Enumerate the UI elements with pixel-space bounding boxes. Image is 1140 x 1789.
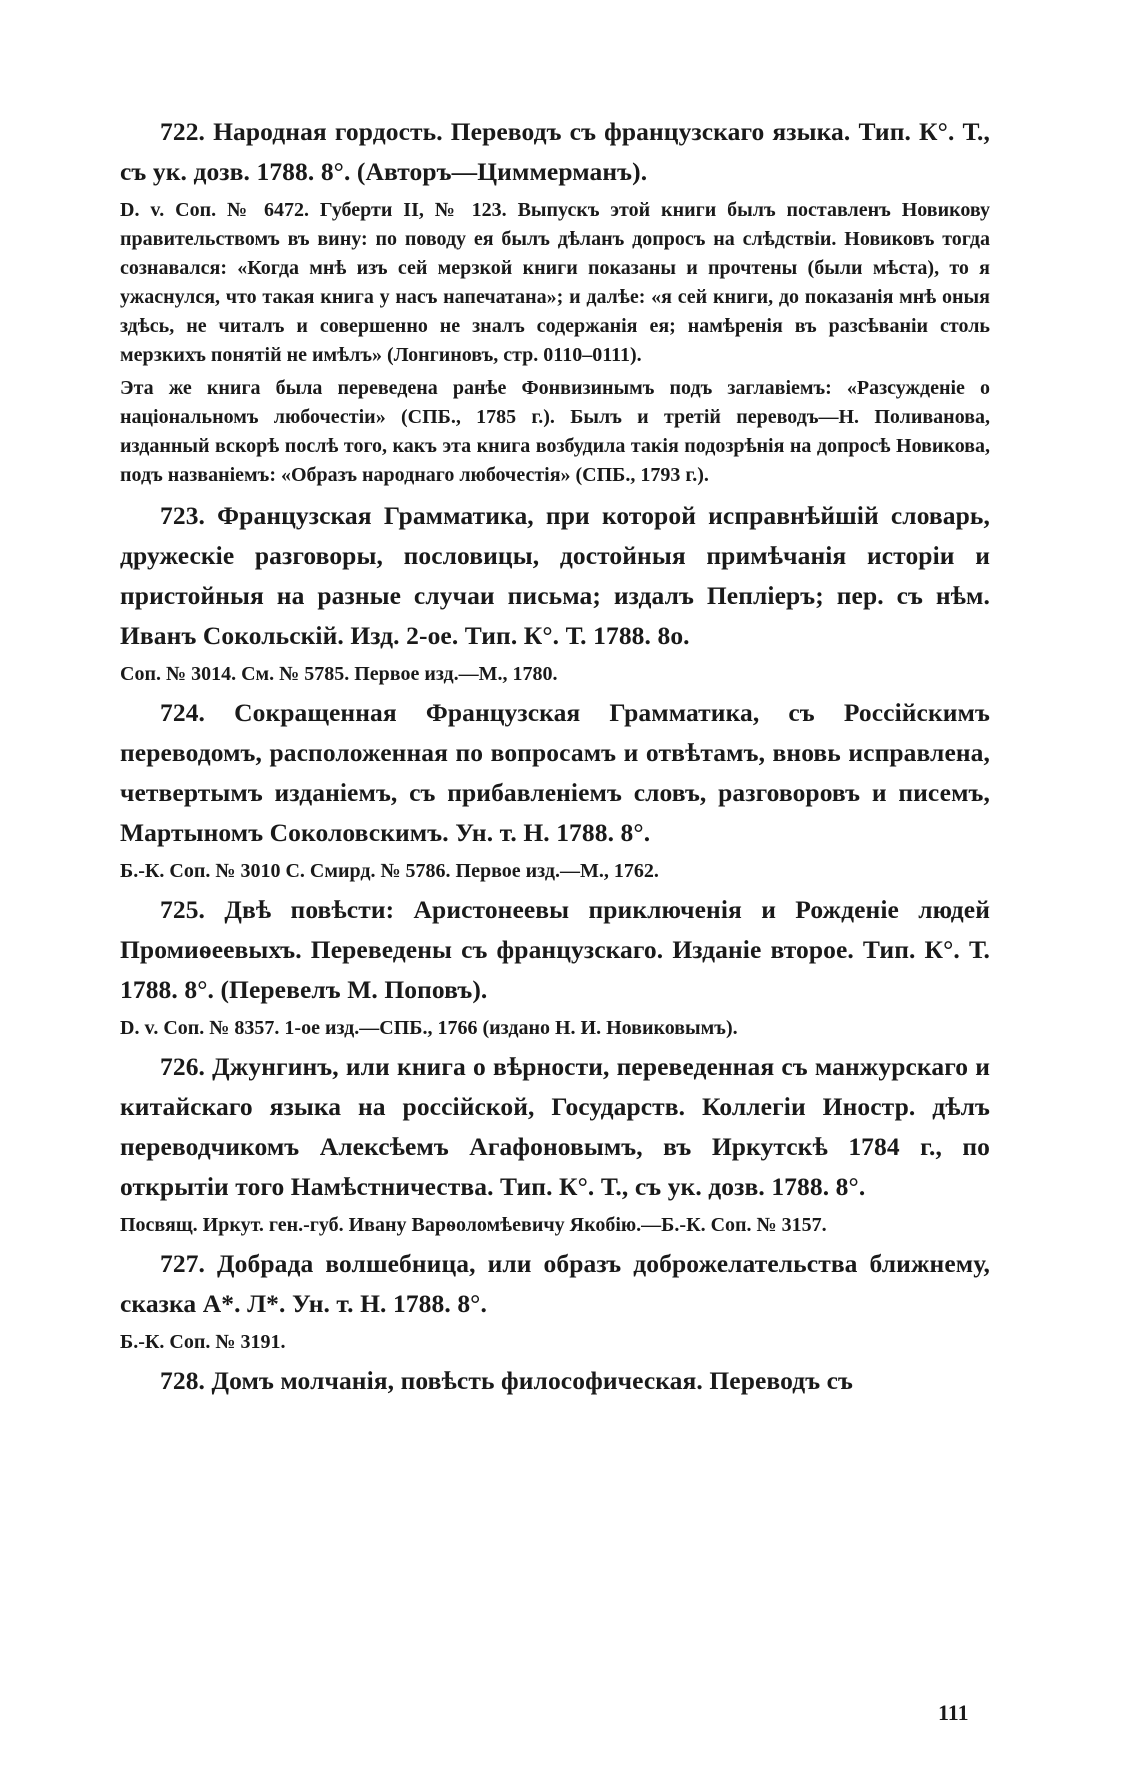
entry-note: Б.-К. Соп. № 3010 С. Смирд. № 5786. Первое изд.—М., 1762. — [120, 860, 659, 882]
entry-note: Б.-К. Соп. № 3191. — [120, 1331, 286, 1353]
entry-note: D. v. Соп. № 6472. Губерти II, № 123. Выпускъ этой книги былъ поставленъ Новикову правительствомъ въ вину: по поводу ея былъ дѣланъ допросъ на слѣдствіи. Новиковъ тогда сознавался: «Когда мнѣ изъ сей мерзкой книги показаны и прочтены (были мѣста), то я ужаснулся, что такая книга у насъ напечатана»; и далѣе: «я сей книги, до показанія мнѣ оныя здѣсь, не читалъ и совершенно не зналъ содержанія ея; намѣренія въ разсѣваніи столь мерзкихъ понятій не имѣлъ» (Лонгиновъ, стр. 0110–0111). — [120, 199, 990, 366]
entry-726 — [120, 1047, 990, 1240]
page-number: 111 — [938, 1700, 969, 1725]
entry-728 — [120, 1361, 990, 1401]
entry-title: 728. Домъ молчанія, повѣсть философическая. Переводъ съ — [160, 1366, 854, 1395]
entry-722 — [120, 112, 990, 490]
entry-title: 725. Двѣ повѣсти: Аристонеевы приключенія и Рожденіе людей Промиѳеевыхъ. Переведены съ французскаго. Изданіе второе. Тип. К°. Т. 1788. 8°. (Перевелъ М. Поповъ). — [120, 895, 990, 1004]
entry-note: Посвящ. Иркут. ген.-губ. Ивану Варѳоломѣевичу Якобію.—Б.-К. Соп. № 3157. — [120, 1214, 827, 1236]
entry-title: 723. Французская Грамматика, при которой исправнѣйшій словарь, дружескіе разговоры, пословицы, достойныя примѣчанія исторіи и пристойныя на разные случаи письма; издалъ Пепліеръ; пер. съ нѣм. Иванъ Сокольскій. Изд. 2-ое. Тип. К°. Т. 1788. 8о. — [120, 501, 990, 650]
entry-title: 724. Сокращенная Французская Грамматика, съ Россійскимъ переводомъ, расположенная по вопросамъ и отвѣтамъ, вновь исправлена, четвертымъ изданіемъ, съ прибавленіемъ словъ, разговоровъ и писемъ, Мартыномъ Соколовскимъ. Ун. т. Н. 1788. 8°. — [120, 698, 990, 847]
entry-note: Эта же книга была переведена ранѣе Фонвизинымъ подъ заглавіемъ: «Разсужденіе о національномъ любочестіи» (СПБ., 1785 г.). Былъ и третій переводъ—Н. Поливанова, изданный вскорѣ послѣ того, какъ эта книга возбудила такія подозрѣнія на допросѣ Новикова, подъ названіемъ: «Образъ народнаго любочестія» (СПБ., 1793 г.). — [120, 377, 990, 486]
entry-note: D. v. Соп. № 8357. 1-ое изд.—СПБ., 1766 (издано Н. И. Новиковымъ). — [120, 1017, 738, 1039]
entry-title: 727. Добрада волшебница, или образъ доброжелательства ближнему, сказка А*. Л*. Ун. т. Н. 1788. 8°. — [120, 1249, 990, 1318]
text-column — [120, 112, 990, 1401]
entry-title: 726. Джунгинъ, или книга о вѣрности, переведенная съ манжурскаго и китайскаго языка на россійской, Государств. Коллегіи Иностр. дѣлъ переводчикомъ Алексѣемъ Агафоновымъ, въ Иркутскѣ 1784 г., по открытіи того Намѣстничества. Тип. К°. Т., съ ук. дозв. 1788. 8°. — [120, 1052, 990, 1201]
entry-723 — [120, 496, 990, 689]
entry-note: Соп. № 3014. См. № 5785. Первое изд.—М., 1780. — [120, 663, 558, 685]
entry-title: 722. Народная гордость. Переводъ съ французскаго языка. Тип. К°. Т., съ ук. дозв. 1788. 8°. (Авторъ—Циммерманъ). — [120, 117, 990, 186]
entry-724 — [120, 693, 990, 886]
entry-727 — [120, 1244, 990, 1357]
entry-725 — [120, 890, 990, 1043]
